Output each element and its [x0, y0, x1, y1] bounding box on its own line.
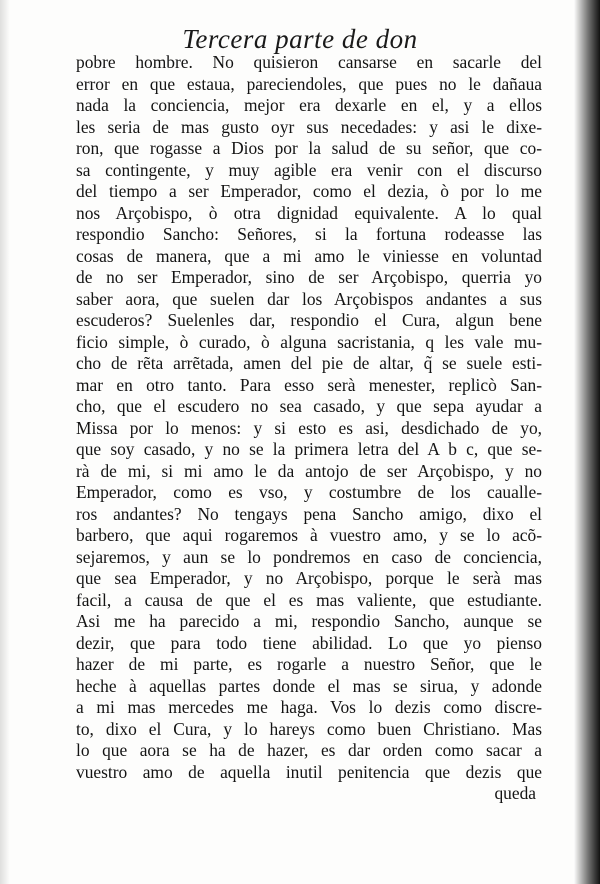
- text-line: sejaremos, y aun se lo pondremos en caso de conciencia,: [76, 546, 542, 567]
- body-text: [76, 52, 542, 783]
- text-line: dezir, que para todo tiene abilidad. Lo que yo pienso: [76, 632, 542, 653]
- text-line: escuderos? Suelenles dar, respondio el Cura, algun bene: [76, 310, 542, 330]
- text-line: que soy casado, y no se la primera letra del A b c, que se-: [76, 439, 542, 459]
- page-edge-shadow: [0, 0, 10, 884]
- text-line: heche à aquellas partes donde el mas se sirua, y adonde: [76, 675, 542, 696]
- text-line: facil, a causa de que el es mas valiente, que estudiante.: [76, 589, 542, 610]
- text-line: hazer de mi parte, es rogarle a nuestro Señor, que le: [76, 654, 542, 674]
- text-line: rà de mi, si mi amo le da antojo de ser Arçobispo, y no: [76, 460, 542, 481]
- text-line: to, dixo el Cura, y lo hareys como buen Christiano. Mas: [76, 718, 542, 739]
- text-line: Missa por lo menos: y si esto es asi, desdichado de yo,: [76, 417, 542, 438]
- text-line: mar en otro tanto. Para esso serà menester, replicò San-: [76, 374, 542, 395]
- text-line: cho, que el escudero no sea casado, y que sepa ayudar a: [76, 396, 542, 416]
- text-line: sa contingente, y muy agible era venir con el discurso: [76, 159, 542, 180]
- text-line: ros andantes? No tengays pena Sancho amigo, dixo el: [76, 503, 542, 524]
- text-line: vuestro amo de aquella inutil penitencia que dezis que: [76, 761, 542, 782]
- text-line: a mi mas mercedes me haga. Vos lo dezis como discre-: [76, 697, 542, 717]
- text-line: lo que aora se ha de hazer, es dar orden como sacar a: [76, 740, 542, 760]
- text-line: cosas de manera, que a mi amo le viniesse en voluntad: [76, 245, 542, 266]
- text-line: pobre hombre. No quisieron cansarse en sacarle del: [76, 52, 542, 72]
- text-line: error en que estaua, pareciendoles, que pues no le dañaua: [76, 73, 542, 94]
- text-line: de no ser Emperador, sino de ser Arçobispo, querria yo: [76, 267, 542, 287]
- text-line: barbero, que aqui rogaremos à vuestro amo, y se lo acõ-: [76, 525, 542, 545]
- text-line: nos Arçobispo, ò otra dignidad equivalente. A lo qual: [76, 202, 542, 223]
- text-line: les seria de mas gusto oyr sus necedades: y asi le dixe-: [76, 116, 542, 137]
- text-line: Emperador, como es vso, y costumbre de los caualle-: [76, 482, 542, 502]
- text-line: del tiempo a ser Emperador, como el dezia, ò por lo me: [76, 181, 542, 201]
- text-line: que sea Emperador, y no Arçobispo, porque le serà mas: [76, 568, 542, 588]
- text-line: Asi me ha parecido a mi, respondio Sancho, aunque se: [76, 611, 542, 631]
- text-line: ron, que rogasse a Dios por la salud de su señor, que co-: [76, 138, 542, 158]
- text-line: nada la conciencia, mejor era dexarle en el, y a ellos: [76, 95, 542, 115]
- text-line: ficio simple, ò curado, ò alguna sacristania, q les vale mu-: [76, 331, 542, 352]
- binding-gutter-shadow: [574, 0, 600, 884]
- text-line: respondio Sancho: Señores, si la fortuna rodeasse las: [76, 224, 542, 244]
- text-line: cho de rẽta arrẽtada, amen del pie de altar, q̃ se suele esti-: [76, 353, 542, 373]
- catchword: queda: [494, 783, 536, 803]
- running-head: Tercera parte de don: [182, 24, 418, 54]
- text-line: saber aora, que suelen dar los Arçobispos andantes a sus: [76, 288, 542, 309]
